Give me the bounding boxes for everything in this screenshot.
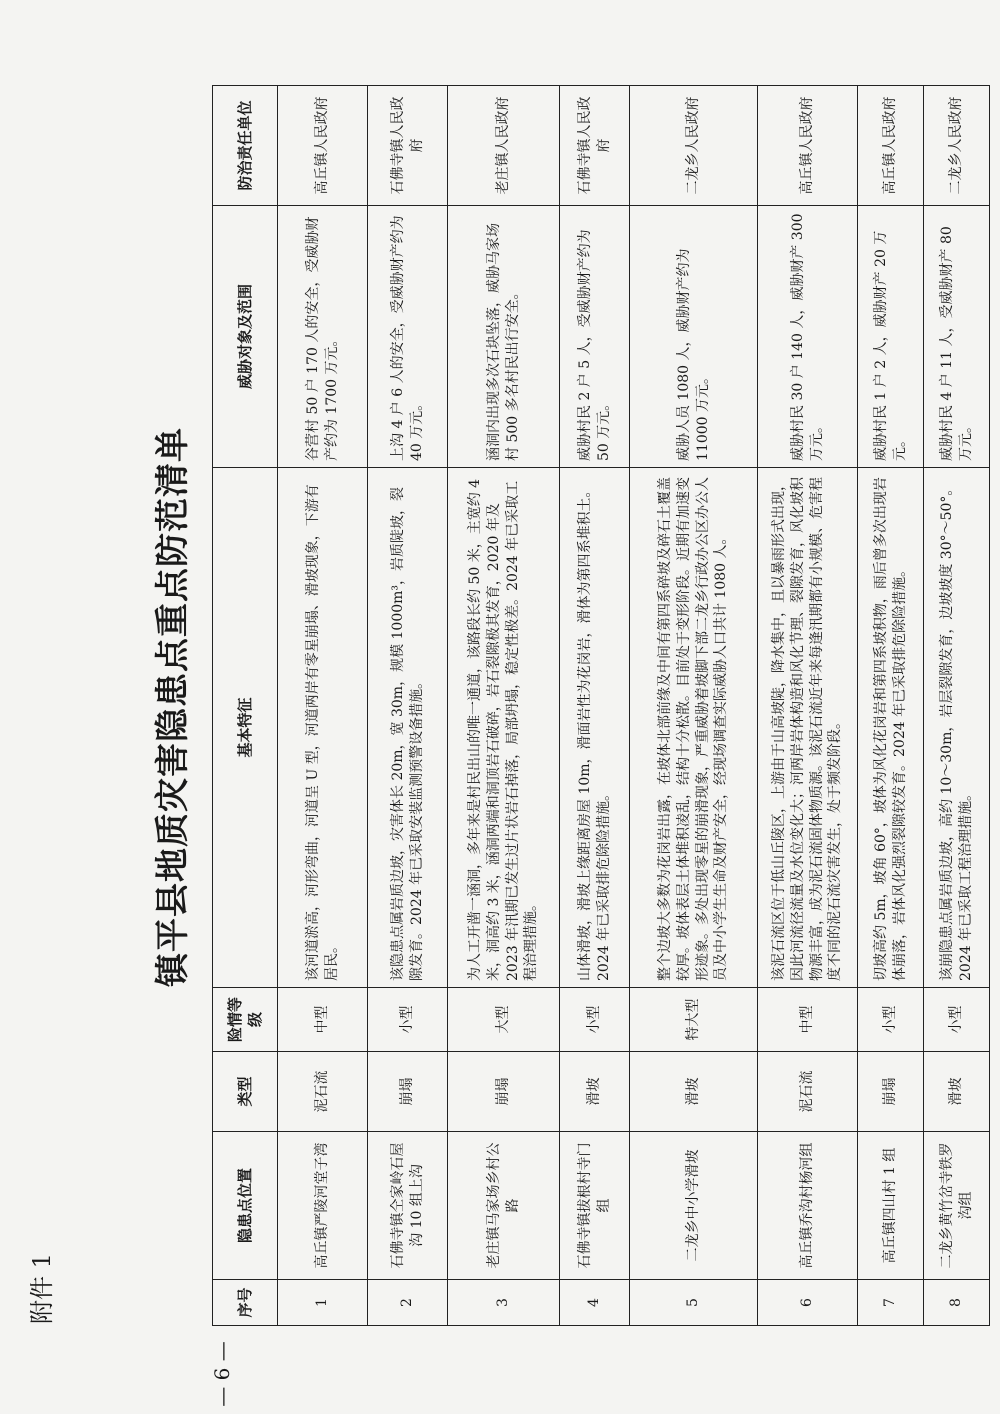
row-threat: 谷营村 50 户 170 人的安全，受威胁财产约为 1700 万元。 (278, 206, 368, 468)
row-unit: 老庄镇人民政府 (448, 86, 560, 206)
row-no: 6 (758, 1280, 858, 1326)
hazard-table (212, 85, 990, 1326)
header-location: 隐患点位置 (213, 1132, 278, 1280)
row-unit: 二龙乡人民政府 (630, 86, 758, 206)
row-no: 7 (858, 1280, 924, 1326)
row-level: 特大型 (630, 988, 758, 1052)
row-no: 5 (630, 1280, 758, 1326)
row-type: 崩塌 (858, 1052, 924, 1132)
row-type: 滑坡 (630, 1052, 758, 1132)
row-no: 4 (560, 1280, 630, 1326)
row-unit: 石佛寺镇人民政府 (560, 86, 630, 206)
row-no: 2 (368, 1280, 448, 1326)
row-location: 老庄镇马家场乡村公路 (448, 1132, 560, 1280)
table-row (368, 86, 448, 1326)
row-features: 山体滑坡，滑坡上缘距离房屋 10m，滑面岩性为花岗岩，滑体为第四系堆积土。2024 年已采取排危除险措施。 (560, 468, 630, 988)
table-header-row (213, 86, 278, 1326)
row-unit: 高丘镇人民政府 (278, 86, 368, 206)
header-features: 基本特征 (213, 468, 278, 988)
row-location: 高丘镇严陵河堂子湾 (278, 1132, 368, 1280)
row-unit: 高丘镇人民政府 (858, 86, 924, 206)
row-type: 滑坡 (560, 1052, 630, 1132)
row-threat: 威胁村民 4 户 11 人，受威胁财产 80 万元。 (924, 206, 990, 468)
header-no: 序号 (213, 1280, 278, 1326)
row-location: 二龙乡中小学滑坡 (630, 1132, 758, 1280)
row-type: 崩塌 (368, 1052, 448, 1132)
header-type: 类型 (213, 1052, 278, 1132)
row-no: 3 (448, 1280, 560, 1326)
row-location: 高丘镇四山村 1 组 (858, 1132, 924, 1280)
annex-label: 附件 1 (28, 1253, 56, 1324)
row-location: 石佛寺镇仝家岭石屋沟 10 组上沟 (368, 1132, 448, 1280)
row-features: 为人工开凿一涵洞，多年来是村民出山的唯一通道，该路段长约 50 米，主宽约 4 米，洞高约 3 米，涵洞两端和洞顶岩石破碎，岩石裂隙极其发育，2020 年及 2023 年汛期已发生过片状岩石掉落，局部坍塌，稳定性极差。2024 年已采取工程治理措施。 (448, 468, 560, 988)
page-title: 镇平县地质灾害隐患点重点防范清单 (153, 427, 193, 987)
row-location: 二龙乡黄竹岔寺铁罗沟组 (924, 1132, 990, 1280)
row-threat: 威胁村民 2 户 5 人，受威胁财产约为 50 万元。 (560, 206, 630, 468)
row-threat: 威胁村民 30 户 140 人，威胁财产 300 万元。 (758, 206, 858, 468)
row-level: 小型 (858, 988, 924, 1052)
row-threat: 涵洞内出现多次石块坠落，威胁马家场村 500 多名村民出行安全。 (448, 206, 560, 468)
table-row (560, 86, 630, 1326)
table-row (448, 86, 560, 1326)
page-number: — 6 — (210, 1341, 234, 1407)
row-type: 滑坡 (924, 1052, 990, 1132)
table-row (630, 86, 758, 1326)
row-level: 小型 (368, 988, 448, 1052)
row-features: 该隐患点属岩质边坡，灾害体长 20m，宽 30m，规模 1000m³，岩质陡坡，裂隙发育。2024 年已采取安装监测预警设备措施。 (368, 468, 448, 988)
header-level: 险情等级 (213, 988, 278, 1052)
row-location: 高丘镇乔沟村杨河组 (758, 1132, 858, 1280)
table-row (924, 86, 990, 1326)
row-threat: 威胁人员 1080 人，威胁财产约为 11000 万元。 (630, 206, 758, 468)
row-unit: 高丘镇人民政府 (758, 86, 858, 206)
row-threat: 威胁村民 1 户 2 人，威胁财产 20 万元。 (858, 206, 924, 468)
header-unit: 防治责任单位 (213, 86, 278, 206)
row-type: 泥石流 (758, 1052, 858, 1132)
header-threat: 威胁对象及范围 (213, 206, 278, 468)
row-no: 1 (278, 1280, 368, 1326)
row-features: 该河道淤高，河形弯曲，河道呈 U 型，河道两岸有零星崩塌、滑坡现象，下游有居民。 (278, 468, 368, 988)
row-no: 8 (924, 1280, 990, 1326)
table-row (858, 86, 924, 1326)
row-features: 该泥石流区位于低山丘陵区，上游由于山高坡陡，降水集中，且以暴雨形式出现，因此河流径流量及水位变化大；河两岸岩体构造和风化节理、裂隙发育，风化坡积物源丰富，成为泥石流固体物质源。该泥石流近年来每逢汛期都有小规模、危害程度不同的泥石流灾害发生，处于频发阶段。 (758, 468, 858, 988)
table-row (758, 86, 858, 1326)
row-level: 中型 (278, 988, 368, 1052)
row-type: 泥石流 (278, 1052, 368, 1132)
row-unit: 石佛寺镇人民政府 (368, 86, 448, 206)
row-type: 崩塌 (448, 1052, 560, 1132)
row-features: 切坡高约 5m，坡角 60°，坡体为风化花岗岩和第四系坡积物，雨后曾多次出现岩体崩落，岩体风化强烈裂隙较发育。2024 年已采取排危除险措施。 (858, 468, 924, 988)
row-threat: 上沟 4 户 6 人的安全，受威胁财产约为 40 万元。 (368, 206, 448, 468)
row-level: 小型 (560, 988, 630, 1052)
row-features: 该崩隐患点属岩质边坡，高约 10～30m，岩层裂隙发育，边坡坡度 30°～50°。2024 年已采取工程治理措施。 (924, 468, 990, 988)
row-level: 中型 (758, 988, 858, 1052)
row-unit: 二龙乡人民政府 (924, 86, 990, 206)
row-level: 大型 (448, 988, 560, 1052)
table-row (278, 86, 368, 1326)
row-level: 小型 (924, 988, 990, 1052)
row-location: 石佛寺镇拔根村寺门组 (560, 1132, 630, 1280)
row-features: 整个边坡大多数为花岗岩出露，在坡体北部前缘及中间有第四系碎坡及碎石土覆盖较厚。坡体表层土体堆积凌乱，结构十分松散。目前处于变形阶段。近期有加速变形迹象。多处出现零星的崩滑现象，严重威胁着坡脚下部二龙乡行政办公区办公人员及中小学生生命及财产安全，经现场调查实际威胁人口共计 1080 人。 (630, 468, 758, 988)
